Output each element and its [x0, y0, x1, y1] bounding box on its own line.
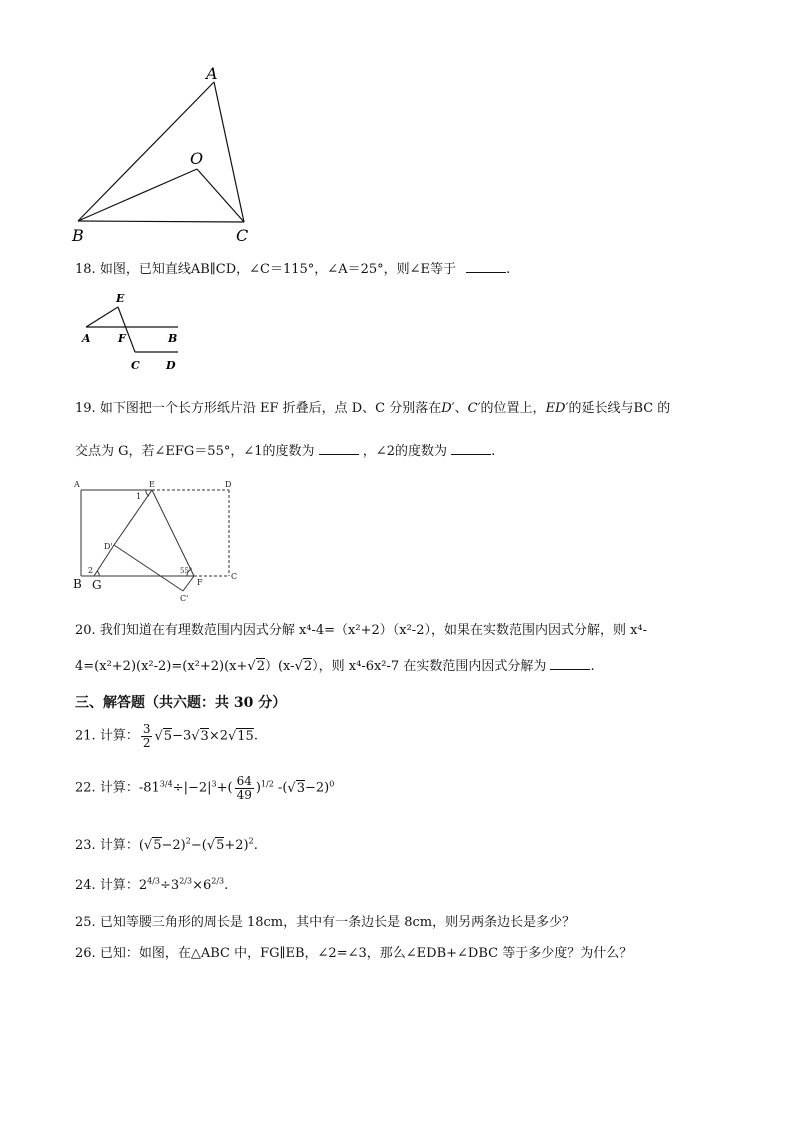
q22-exp-3: 1/2 [260, 779, 274, 789]
question-21 [75, 723, 258, 749]
q24-number: 24. [75, 878, 96, 893]
q18-label-b: B [168, 332, 178, 345]
q23-sqrt-2 [207, 837, 225, 853]
q21-radicand-3: 15 [237, 728, 254, 744]
q26-number: 26. [75, 946, 96, 961]
q23-mid: −( [190, 838, 207, 853]
q19-label-a: A [74, 480, 80, 489]
q23-exp-2: 2 [248, 836, 254, 846]
q23-label: 计算： [99, 838, 139, 853]
q24-exp-1: 4/3 [147, 876, 160, 886]
q19-label-c: C [231, 572, 238, 581]
q22-close: ) [255, 780, 261, 796]
q23-radicand-1: 5 [153, 838, 162, 853]
q19-figure [70, 475, 245, 605]
q25-number: 25. [75, 915, 96, 930]
q19-label-2: 2 [88, 566, 94, 575]
q19-sep: 、 [454, 401, 468, 416]
q23-part-a: −2) [161, 838, 186, 853]
q19-text-1b: 的位置上， [480, 401, 546, 416]
q19-text-2b: ，∠2的度数为 [362, 444, 447, 459]
label-o: O [190, 149, 204, 168]
q19-end: . [491, 444, 496, 459]
q19-label-c-prime: C' [180, 594, 189, 603]
q22-sqrt [287, 780, 305, 796]
q22-fraction [235, 775, 254, 801]
q18-label-f: F [118, 332, 126, 345]
q21-radicand-1: 5 [163, 728, 173, 744]
q19-c-prime: C′ [467, 401, 481, 416]
q24-div: ÷ [160, 878, 171, 893]
q18-label-a: A [82, 332, 91, 345]
question-23 [75, 834, 258, 853]
q19-label-g: G [92, 578, 102, 592]
q20-answer-blank[interactable] [550, 657, 590, 670]
q19-label-b: B [73, 577, 82, 591]
q24-base-1: 2 [138, 878, 148, 893]
q20-number: 20. [75, 623, 96, 638]
q20-text-2c: ），则 x⁴-6x²-7 在实数范围内因式分解为 [312, 659, 547, 674]
q18-end: . [506, 262, 511, 277]
q20-text-2a: 4=(x²+2)(x²-2)=(x²+2)(x+ [75, 659, 248, 674]
q23-number: 23. [75, 838, 96, 853]
q22-abs: ÷|−2| [172, 780, 212, 796]
q19-text-2a: 交点为 G，若∠EFG＝55°，∠1的度数为 [75, 444, 315, 459]
q19-label-angle: 55° [180, 567, 193, 575]
question-20-line1 [75, 619, 647, 638]
q19-text-1a: 如下图把一个长方形纸片沿 EF 折叠后，点 D、C 分别落在 [99, 401, 442, 416]
q18-label-d: D [166, 359, 176, 372]
q18-answer-blank[interactable] [466, 260, 506, 273]
q22-exp-4: 0 [329, 779, 335, 789]
q19-label-1: 1 [136, 492, 142, 501]
question-26 [75, 942, 632, 961]
q19-label-d: D [225, 480, 232, 489]
q26-text: 已知：如图，在△ABC 中，FG∥EB，∠2=∠3，那么∠EDB+∠DBC 等于多少度？为什么？ [99, 946, 633, 961]
question-20-line2 [75, 655, 595, 674]
q19-answer-blank-2[interactable] [451, 442, 491, 455]
q19-ed-prime: ED′ [545, 401, 569, 416]
section-3-heading: 三、解答题（共六题：共 30 分） [75, 695, 287, 711]
label-a: A [206, 64, 218, 83]
q24-base-3: 6 [202, 878, 212, 893]
q25-text: 已知等腰三角形的周长是 18cm，其中有一条边长是 8cm，则另两条边长是多少？ [99, 915, 576, 930]
q24-label: 计算： [99, 878, 139, 893]
q21-end: . [253, 728, 258, 744]
q21-sqrt-3 [228, 728, 254, 744]
q24-end: . [224, 878, 229, 893]
q22-frac-num: 64 [236, 774, 252, 788]
q18-number: 18. [75, 262, 96, 277]
q22-exp-2: 3 [211, 779, 217, 789]
q21-radicand-2: 3 [200, 728, 209, 744]
q22-number: 22. [75, 780, 96, 796]
q22-tail-b: −2) [304, 780, 330, 796]
q23-open: ( [138, 838, 144, 853]
question-22 [75, 775, 334, 801]
question-25 [75, 911, 575, 930]
q24-exp-2: 2/3 [179, 876, 193, 886]
q20-sqrt-1 [247, 658, 265, 674]
q21-times: ×2 [208, 728, 228, 744]
q22-label: 计算： [99, 780, 139, 796]
q19-label-e: E [149, 480, 155, 489]
q22-minus: - [138, 780, 144, 796]
q23-end: . [253, 838, 258, 853]
q18-figure [78, 290, 188, 375]
q22-frac-den: 49 [236, 787, 252, 802]
question-19-line1 [75, 397, 670, 416]
q24-base-2: 3 [170, 878, 180, 893]
q21-fraction [141, 723, 153, 749]
q20-radicand-1: 2 [256, 659, 265, 674]
q20-text-1: 我们知道在有理数范围内因式分解 x⁴-4=（x²+2）（x²-2），如果在实数范围内因式分解，则 x⁴- [99, 623, 648, 638]
q22-base-81: 81 [143, 780, 160, 796]
q23-exp-1: 2 [185, 836, 191, 846]
q21-sqrt-2 [191, 728, 209, 744]
q20-text-2b: ）(x- [264, 659, 295, 674]
q19-label-d-prime: D' [104, 542, 113, 551]
q19-answer-blank-1[interactable] [319, 442, 359, 455]
question-18 [75, 258, 510, 277]
q18-text: 如图，已知直线AB∥CD，∠C＝115°，∠A＝25°，则∠E等于 [99, 262, 457, 277]
label-c: C [236, 226, 249, 245]
q20-end: . [590, 659, 595, 674]
label-b: B [72, 226, 84, 245]
q21-frac-num: 3 [142, 722, 151, 736]
q22-exp-1: 3/4 [159, 779, 173, 789]
q23-radicand-2: 5 [216, 838, 225, 853]
q21-number: 21. [75, 728, 96, 744]
q18-label-e: E [116, 292, 125, 305]
q19-text-1c: 的延长线与BC 的 [568, 401, 671, 416]
q23-part-b: +2) [224, 838, 249, 853]
q21-mid: −3 [172, 728, 192, 744]
q19-d-prime: D′ [441, 401, 455, 416]
q20-sqrt-2 [295, 658, 313, 674]
q24-exp-3: 2/3 [211, 876, 225, 886]
q19-number: 19. [75, 401, 96, 416]
q21-sqrt-1 [154, 728, 172, 744]
q21-frac-den: 2 [142, 735, 151, 750]
q19-label-f: F [197, 578, 203, 587]
q22-radicand: 3 [296, 780, 305, 796]
triangle-figure [60, 60, 270, 250]
question-24 [75, 874, 228, 893]
q22-tail-a: -( [273, 780, 288, 796]
q23-sqrt-1 [144, 837, 162, 853]
q18-label-c: C [131, 359, 140, 372]
question-19-line2 [75, 440, 495, 459]
q24-times: × [192, 878, 203, 893]
q22-plus: +( [216, 780, 233, 796]
q21-label: 计算： [99, 728, 139, 744]
q20-radicand-2: 2 [303, 659, 313, 674]
